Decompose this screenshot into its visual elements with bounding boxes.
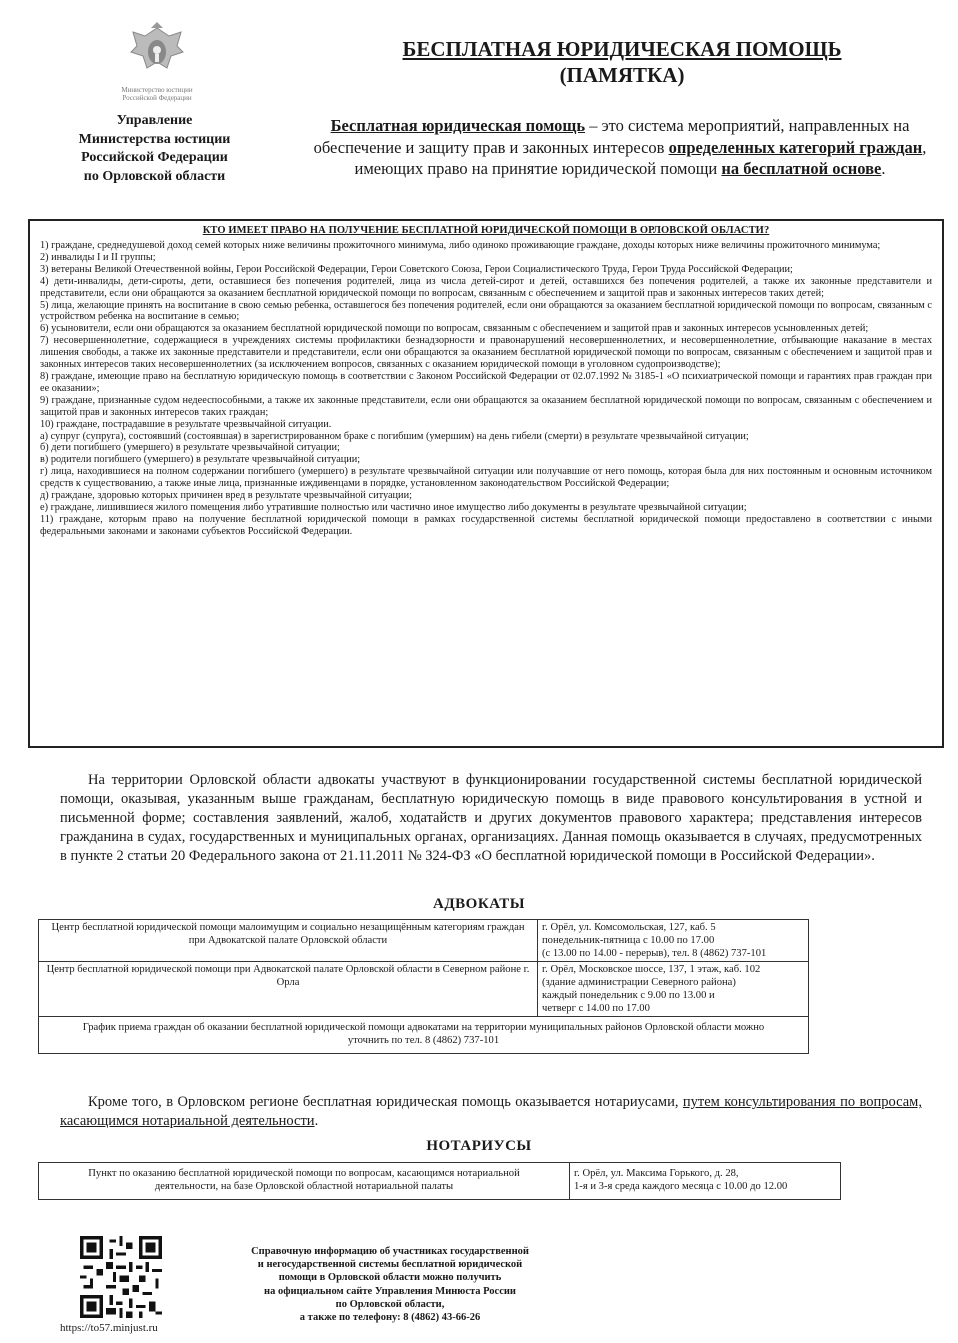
lawyers-schedule-note: График приема граждан об оказании бесплатной юридической помощи адвокатами на территории муниципальных районов Орловской области можно уточнить по тел. 8 (4862) 737-101 <box>39 1017 809 1054</box>
intro-categories: определенных категорий граждан <box>668 137 923 157</box>
eligibility-item: 2) инвалиды I и II группы; <box>40 251 156 263</box>
eligibility-item: 4) дети-инвалиды, дети-сироты, дети, оставшиеся без попечения родителей, лица из числа детей-сирот и детей, оставшихся без попечения родителей, а также их законные представители и представители, если они обращаются за оказанием бесплатной юридической помощи по вопросам, связанным с обеспечением и защитой прав и законных интересов таких детей; <box>40 275 932 299</box>
eligibility-item: д) граждане, здоровью которых причинен вред в результате чрезвычайной ситуации; <box>40 490 412 502</box>
notaries-table <box>38 1162 841 1200</box>
eligibility-item: г) лица, находившиеся на полном содержании погибшего (умершего) в результате чрезвычайной ситуации или получавшие от него помощь, которая была для них постоянным и основным источником средств к существованию, а также иные лица, признанные иждивенцами в порядке, установленном законодательством Российской Федерации; <box>40 466 932 490</box>
notary-point-name: Пункт по оказанию бесплатной юридической помощи по вопросам, касающимся нотариальной деятельности, на базе Орловской областной нотариальной палаты <box>39 1163 570 1200</box>
eligibility-item: а) супруг (супруга), состоявший (состоявшая) в зарегистрированном браке с погибшим (умершим) на день гибели (смерти) в результате чрезвычайной ситуации; <box>40 430 749 442</box>
lawyer-center-name: Центр бесплатной юридической помощи малоимущим и социально незащищённым категориям граждан при Адвокатской палате Орловской области <box>39 920 538 962</box>
detail-line: четверг с 14.00 по 17.00 <box>542 1003 650 1014</box>
detail-line: г. Орёл, Московское шоссе, 137, 1 этаж, каб. 102 <box>542 964 761 975</box>
notary-underlined: путем консультирования по вопросам, касающимся нотариальной деятельности <box>60 1094 922 1129</box>
eligibility-item: 9) граждане, признанные судом недееспособными, а также их законные представители, если они обращаются за оказанием бесплатной юридической помощи по вопросам, связанным с обеспечением и защитой прав и законных интересов таких граждан; <box>40 394 932 418</box>
eligibility-item: 10) граждане, пострадавшие в результате чрезвычайной ситуации. <box>40 418 332 430</box>
website-link[interactable]: https://to57.minjust.ru <box>60 1322 158 1334</box>
detail-line: г. Орёл, ул. Комсомольская, 127, каб. 5 <box>542 922 716 933</box>
footer-line: а также по телефону: 8 (4862) 43-66-26 <box>299 1312 481 1324</box>
eligibility-box <box>28 219 944 748</box>
detail-line: (здание администрации Северного района) <box>542 977 736 988</box>
lawyers-table <box>38 919 809 1054</box>
eligibility-item: 7) несовершеннолетние, содержащиеся в учреждениях системы профилактики безнадзорности и правонарушений несовершеннолетних, и несовершеннолетние, отбывающие наказание в местах лишения свободы, а также их законные представители и представители, если они обращаются за оказанием бесплатной юридической помощи по вопросам, связанным с обеспечением и защитой прав и законных интересов таких несовершеннолетних (за исключением вопросов, связанных с оказанием юридической помощи в уголовном судопроизводстве); <box>40 335 932 371</box>
intro-term: Бесплатная юридическая помощь <box>330 116 586 135</box>
intro-text-1: – это система мероприятий, направленных на обеспечение и защиту прав и законных интересов <box>313 116 910 157</box>
detail-line: 1-я и 3-я среда каждого месяца с 10.00 до 12.00 <box>574 1181 788 1192</box>
lawyer-center-name: Центр бесплатной юридической помощи при Адвокатской палате Орловской области в Северном районе г. Орла <box>39 962 538 1017</box>
footer-info <box>210 1245 570 1324</box>
title-line-1: БЕСПЛАТНАЯ ЮРИДИЧЕСКАЯ ПОМОЩЬ <box>402 37 842 61</box>
lawyer-center-details <box>538 920 809 962</box>
lawyer-center-details <box>538 962 809 1017</box>
ministry-emblem <box>92 22 222 102</box>
intro-text-3: . <box>881 159 886 178</box>
notary-point-details <box>570 1163 841 1200</box>
detail-line: понедельник-пятница с 10.00 по 17.00 <box>542 935 715 946</box>
emblem-caption-line-2: Российской Федерации <box>122 94 192 102</box>
org-line: Управление <box>116 113 193 128</box>
eligibility-item: 1) граждане, среднедушевой доход семей которых ниже величины прожиточного минимума, либо одиноко проживающие граждане, доходы которых ниже величины прожиточного минимума; <box>40 240 881 251</box>
org-line: Министерства юстиции <box>78 131 231 147</box>
notaries-heading: НОТАРИУСЫ <box>426 1138 532 1154</box>
table-row <box>39 920 809 962</box>
detail-line: г. Орёл, ул. Максима Горького, д. 28, <box>574 1168 739 1179</box>
eagle-emblem-icon <box>125 22 189 84</box>
eligibility-item: 8) граждане, имеющие право на бесплатную юридическую помощь в соответствии с Законом Российской Федерации от 02.07.1992 № 3185-1 «О психиатрической помощи и гарантиях прав граждан при ее оказании»; <box>40 370 932 394</box>
qr-code-icon[interactable] <box>80 1236 162 1318</box>
table-row <box>39 1163 841 1200</box>
intro-free: на бесплатной основе <box>721 159 882 178</box>
lawyers-paragraph: На территории Орловской области адвокаты участвуют в функционировании государственной системы бесплатной юридической помощи, оказывая, указанным выше гражданам, бесплатную юридическую помощь в виде правового консультирования в устной и письменной форме; составления заявлений, жалоб, ходатайств и других документов правового характера; представления интересов гражданина в судах, государственных и муниципальных органах, организациях. Данная помощь оказывается в случаях, предусмотренных в пункте 2 статьи 20 Федерального закона от 21.11.2011 № 324-ФЗ «О бесплатной юридической помощи в Российской Федерации». <box>60 772 922 864</box>
notary-paragraph <box>60 1093 922 1131</box>
org-line: по Орловской области <box>83 168 226 184</box>
eligibility-item: 5) лица, желающие принять на воспитание в свою семью ребенка, оставшегося без попечения родителей, если они обращаются за оказанием бесплатной юридической помощи по вопросам, связанным с устройством ребенка на воспитание в семью; <box>40 299 932 323</box>
page-title <box>362 36 882 88</box>
organization-name <box>52 112 257 186</box>
eligibility-item: 6) усыновители, если они обращаются за оказанием бесплатной юридической помощи по вопросам, связанным с обеспечением и защитой прав и законных интересов усыновленных детей; <box>40 323 869 335</box>
eligibility-item: 3) ветераны Великой Отечественной войны, Герои Российской Федерации, Герои Советского Союза, Герои Социалистического Труда, Герои Труда Российской Федерации; <box>40 263 793 275</box>
footer-line: по Орловской области, <box>335 1298 445 1310</box>
notary-end: . <box>314 1113 319 1129</box>
eligibility-item: б) дети погибшего (умершего) в результате чрезвычайной ситуации; <box>40 442 340 454</box>
footer-line: помощи в Орловской области можно получить <box>278 1272 502 1284</box>
footer-line: и негосударственной системы бесплатной юридической <box>257 1259 523 1271</box>
emblem-caption <box>92 86 222 102</box>
lawyers-heading: АДВОКАТЫ <box>433 896 525 912</box>
table-row <box>39 962 809 1017</box>
detail-line: каждый понедельник с 9.00 по 13.00 и <box>542 990 715 1001</box>
detail-line: (с 13.00 по 14.00 - перерыв), тел. 8 (4862) 737-101 <box>542 948 767 959</box>
eligibility-item: 11) граждане, которым право на получение бесплатной юридической помощи в рамках государственной системы бесплатной юридической помощи предоставлено в соответствии с иными федеральными законами и законами субъектов Российской Федерации. <box>40 513 932 537</box>
footer-line: на официальном сайте Управления Минюста России <box>264 1285 516 1297</box>
intro-text-2: , имеющих право на принятие юридической помощи <box>354 137 927 178</box>
eligibility-title: КТО ИМЕЕТ ПРАВО НА ПОЛУЧЕНИЕ БЕСПЛАТНОЙ ЮРИДИЧЕСКОЙ ПОМОЩИ В ОРЛОВСКОЙ ОБЛАСТИ? <box>202 225 770 236</box>
notary-text: Кроме того, в Орловском регионе бесплатная юридическая помощь оказывается нотариусами, <box>88 1094 683 1110</box>
intro-definition <box>300 115 940 180</box>
title-line-2: (ПАМЯТКА) <box>559 63 685 87</box>
footer-line: Справочную информацию об участниках государственной <box>251 1246 529 1257</box>
org-line: Российской Федерации <box>81 150 228 165</box>
table-row <box>39 1017 809 1054</box>
eligibility-item: е) граждане, лишившиеся жилого помещения либо утратившие полностью или частично иное имущество либо документы в результате чрезвычайной ситуации; <box>40 501 747 513</box>
eligibility-item: в) родители погибшего (умершего) в результате чрезвычайной ситуации; <box>40 454 361 466</box>
emblem-caption-line-1: Министерство юстиции <box>121 86 193 94</box>
